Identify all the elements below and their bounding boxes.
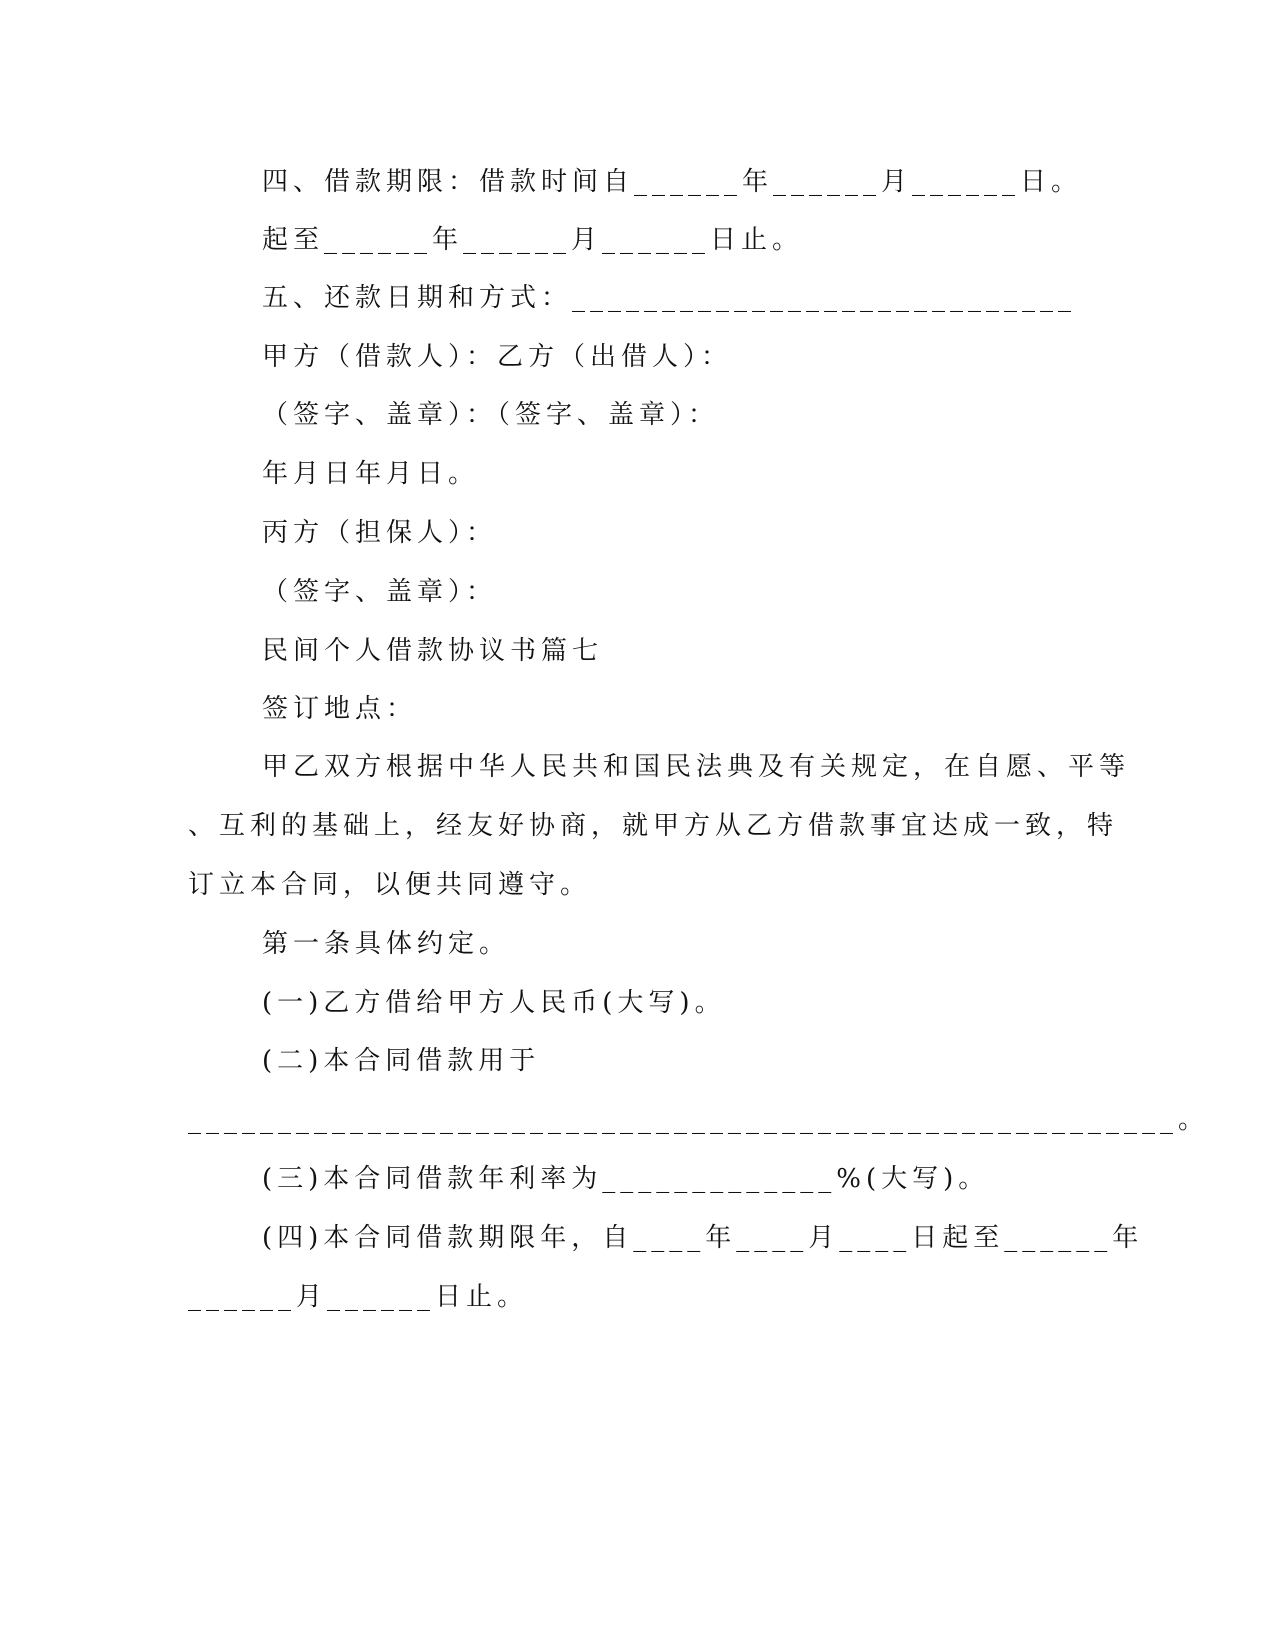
paragraph-line-3: 订立本合同，以便共同遵守。 — [188, 870, 592, 900]
clause-2: (二)本合同借款用于 — [262, 1046, 541, 1076]
clause-4-continued: ______月______日止。 — [188, 1282, 529, 1312]
paragraph-line-1: 甲乙双方根据中华人民共和国民法典及有关规定，在自愿、平等 — [262, 752, 1131, 782]
loan-term-end-line: 起至______年______月______日止。 — [262, 225, 804, 255]
date-line: 年月日年月日。 — [262, 459, 480, 489]
signing-place-line: 签订地点： — [262, 694, 418, 724]
loan-term-line: 四、借款期限：借款时间自______年______月______日。 — [262, 167, 1083, 197]
guarantor-line: 丙方（担保人）： — [262, 518, 498, 548]
repayment-line: 五、还款日期和方式：____________________________ — [262, 283, 1077, 313]
clause-4: (四)本合同借款期限年，自____年____月____日起至______年 — [262, 1223, 1144, 1253]
article-one-title: 第一条具体约定。 — [262, 929, 511, 959]
clause-3: (三)本合同借款年利率为_____________%(大写)。 — [262, 1164, 990, 1194]
parties-line: 甲方（借款人）：乙方（出借人）： — [262, 342, 733, 372]
section-title: 民间个人借款协议书篇七 — [262, 636, 604, 666]
signature-line: （签字、盖章）：（签字、盖章）： — [262, 400, 720, 430]
guarantor-signature-line: （签字、盖章）： — [262, 577, 498, 607]
clause-2-blank: _______________________________________________________。 — [188, 1105, 1209, 1135]
paragraph-line-2: 、互利的基础上，经友好协商，就甲方从乙方借款事宜达成一致，特 — [188, 811, 1119, 841]
clause-1: (一)乙方借给甲方人民币(大写)。 — [262, 988, 726, 1018]
